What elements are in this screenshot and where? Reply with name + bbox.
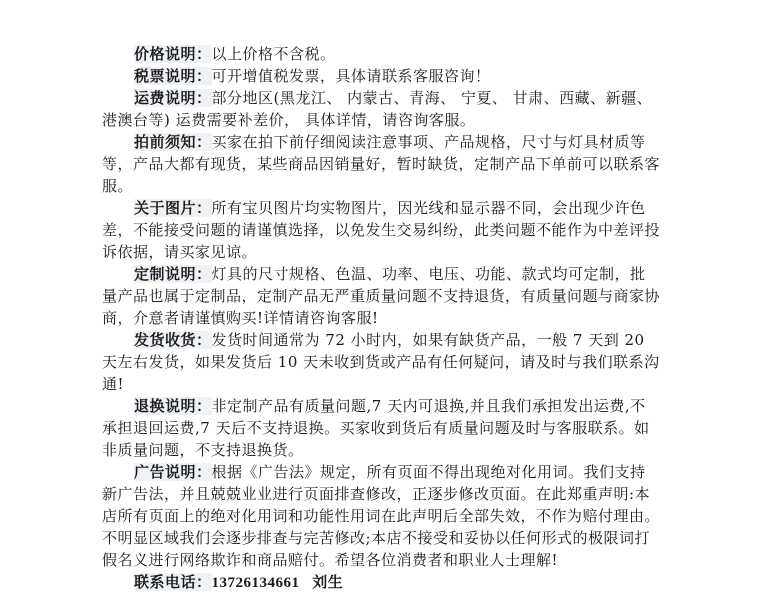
price-note xyxy=(102,43,660,65)
image-note-text: 所有宝贝图片均实物图片，因光线和显示器不同，会出现少许色差，不能接受问题的请谨慎选择，以免发生交易纠纷，此类问题不能作为中差评投诉依据，请买家见谅。 xyxy=(102,199,661,261)
return-note-label: 退换说明： xyxy=(134,397,212,415)
return-note xyxy=(102,395,660,461)
custom-order-note xyxy=(102,263,660,329)
advertising-note-label: 广告说明： xyxy=(134,463,212,481)
image-note-label: 关于图片： xyxy=(134,199,212,217)
return-note-text: 非定制产品有质量问题,7 天内可退换,并且我们承担发出运费,不承担退回运费,7 天后不支持退换。买家收到货后有质量问题及时与客服联系。如非质量问题，不支持退换货。 xyxy=(102,397,650,459)
shipping-fee-note-label: 运费说明： xyxy=(134,89,212,107)
pre-purchase-note-text: 买家在拍下前仔细阅读注意事项、产品规格，尺寸与灯具材质等等，产品大都有现货，某些商品因销量好，暂时缺货，定制产品下单前可以联系客服。 xyxy=(102,133,661,195)
invoice-note-text: 可开增值税发票，具体请联系客服咨询！ xyxy=(211,67,491,85)
contact-name: 刘生 xyxy=(312,575,344,591)
image-note xyxy=(102,197,660,263)
contact-label: 联系电话： xyxy=(134,573,212,591)
delivery-note xyxy=(102,329,660,395)
contact-phone[interactable]: 13726134661 xyxy=(211,575,300,591)
price-note-text: 以上价格不含税。 xyxy=(211,45,336,63)
custom-order-note-label: 定制说明： xyxy=(134,265,212,283)
delivery-note-label: 发货收货： xyxy=(134,331,212,349)
custom-order-note-text: 灯具的尺寸规格、色温、功率、电压、功能、款式均可定制，批量产品也属于定制品，定制产品无严重质量问题不支持退货，有质量问题与商家协商，介意者请谨慎购买!详情请咨询客服! xyxy=(102,265,661,327)
invoice-note xyxy=(102,65,660,87)
shipping-fee-note xyxy=(102,87,660,131)
price-note-label: 价格说明： xyxy=(134,45,212,63)
invoice-note-label: 税票说明： xyxy=(134,67,212,85)
advertising-note-text: 根据《广告法》规定，所有页面不得出现绝对化用词。我们支持新广告法，并且兢兢业业进行页面排查修改，正逐步修改页面。在此郑重声明:本店所有页面上的绝对化用词和功能性用词在此声明后全部失效，不作为赔付理由。不明显区域我们会逐步排查与完苦修改;本店不接受和妥协以任何形式的极限词打假名义进行网络欺诈和商品赔付。希望各位消费者和职业人士理解! xyxy=(102,463,661,569)
delivery-note-text: 发货时间通常为 72 小时内，如果有缺货产品，一般 7 天到 20 天左右发货，如果发货后 10 天未收到货或产品有任何疑问，请及时与我们联系沟通! xyxy=(102,331,660,393)
contact-line xyxy=(102,571,660,594)
pre-purchase-note xyxy=(102,131,660,197)
advertising-note xyxy=(102,461,660,571)
shipping-fee-note-text: 部分地区(黑龙江、 内蒙古、青海、 宁夏、 甘肃、西藏、新疆、港澳台等) 运费需要补差价， 具体详情，请咨询客服。 xyxy=(102,89,653,129)
policy-document xyxy=(102,43,660,594)
pre-purchase-note-label: 拍前须知： xyxy=(134,133,212,151)
